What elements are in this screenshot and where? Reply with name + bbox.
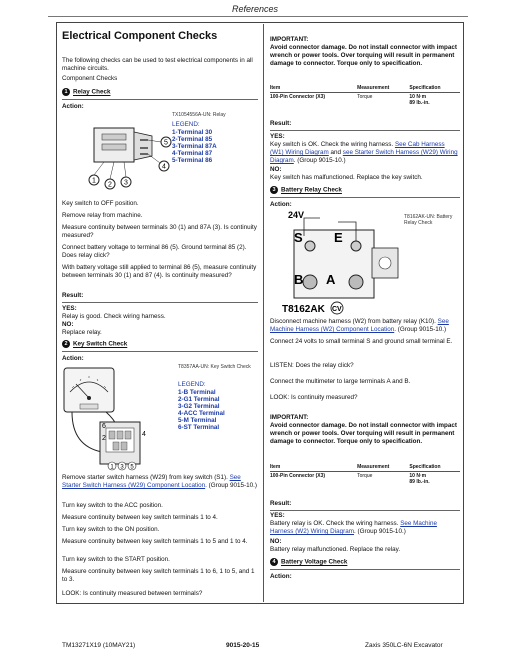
relay-check-heading[interactable]: 1 Relay Check <box>62 88 110 97</box>
legend-item: 1-B Terminal <box>178 389 216 396</box>
svg-text:4: 4 <box>142 431 146 438</box>
page-title: Electrical Component Checks <box>62 30 218 42</box>
relay-figure-id: TX1054556A-UN: Relay <box>172 112 226 118</box>
divider <box>62 351 258 352</box>
key-step: Turn key switch to the START position. <box>62 556 170 563</box>
table-header: Specification <box>409 85 460 93</box>
table-cell: 10 N·m 89 lb.-in. <box>409 94 430 106</box>
battery-relay-check-heading[interactable]: 3 Battery Relay Check <box>270 186 342 195</box>
component-checks-subtitle: Component Checks <box>62 75 118 82</box>
key-step: Measure continuity between key switch terminals 1 to 6, 1 to 5, and 1 to 3. <box>62 568 255 583</box>
step-number-badge: 1 <box>62 88 70 96</box>
yes-label: YES: <box>270 133 285 140</box>
key-step: Measure continuity between key switch terminals 1 to 4. <box>62 514 218 521</box>
no-text: Replace relay. <box>62 329 102 336</box>
legend-item: 6-ST Terminal <box>178 424 220 431</box>
key-switch-legend-title: LEGEND: <box>178 381 206 388</box>
svg-text:1: 1 <box>92 177 96 185</box>
relay-step: With battery voltage still applied to terminal 86 (5), measure continuity between terminals 30 (1) and 87 (4). Is continuity measured? <box>62 264 257 279</box>
svg-text:3: 3 <box>120 464 124 471</box>
svg-text:2: 2 <box>102 435 106 442</box>
divider <box>270 510 460 511</box>
look-text: LOOK: Is continuity measured between terminals? <box>62 590 203 597</box>
step-number-badge: 3 <box>270 186 278 194</box>
yes-label: YES: <box>62 305 77 312</box>
no-label: NO: <box>270 538 282 545</box>
remove-harness-text: Remove starter switch harness (W29) from key switch (S1). See Starter Switch Harness (W29) Component Location. (Group 9015-10.) <box>62 474 257 489</box>
step-number-badge: 4 <box>270 558 278 566</box>
column-divider <box>263 24 264 602</box>
key-step: Measure continuity between key switch terminals 1 to 5 and 1 to 4. <box>62 538 248 545</box>
relay-legend <box>172 129 217 164</box>
table-cell: Torque <box>357 473 373 479</box>
result-label: Result: <box>62 292 84 299</box>
legend-item: 3-Terminal 87A <box>172 143 217 150</box>
table-row <box>270 472 460 486</box>
no-label: NO: <box>62 321 74 328</box>
important-label: IMPORTANT: <box>270 414 309 421</box>
key-switch-check-heading[interactable]: 2 Key Switch Check <box>62 340 127 349</box>
look-text: LOOK: Is continuity measured? <box>270 394 358 401</box>
yes-label: YES: <box>270 512 285 519</box>
no-label: NO: <box>270 166 282 173</box>
legend-item: 5-M Terminal <box>178 417 217 424</box>
terminal-s-label: S <box>294 230 303 245</box>
svg-text:2: 2 <box>108 181 112 189</box>
terminal-b-label: B <box>294 272 304 287</box>
table-row <box>270 93 460 107</box>
svg-text:5: 5 <box>130 464 134 471</box>
table-header: Item <box>270 464 357 472</box>
yes-text: Relay is good. Check wiring harness. <box>62 313 166 320</box>
yes-text: Battery relay is OK. Check the wiring harness. See Machine Harness (W2) Wiring Diagram. (Group 9015-10.) <box>270 520 437 535</box>
relay-step: Connect battery voltage to terminal 86 (5). Ground terminal 85 (2). Does relay click? <box>62 244 247 259</box>
divider <box>270 130 460 131</box>
disconnect-harness-text: Disconnect machine harness (W2) from battery relay (K10). See Machine Harness (W2) Component Location. (Group 9015-10.) <box>270 318 449 333</box>
legend-item: 2-G1 Terminal <box>178 396 220 403</box>
table-header: Item <box>270 85 357 93</box>
listen-text: LISTEN: Does the relay click? <box>270 362 354 369</box>
starter-harness-wiring-link[interactable]: see Starter Switch Harness (W29) Wiring Diagram <box>270 149 458 164</box>
no-text: Key switch has malfunctioned. Replace the key switch. <box>270 174 423 181</box>
table-cell: 100-Pin Connector (X3) <box>270 94 326 100</box>
table-cell: 100-Pin Connector (X3) <box>270 473 326 479</box>
svg-text:4: 4 <box>162 163 166 171</box>
page-header: References <box>231 4 279 14</box>
relay-step: Measure continuity between terminals 30 (1) and 87A (3). Is continuity measured? <box>62 224 257 239</box>
terminal-e-label: E <box>334 230 343 245</box>
legend-item: 2-Terminal 85 <box>172 136 213 143</box>
voltage-label: 24V <box>288 210 305 220</box>
header-rule <box>48 16 468 17</box>
important-text: Avoid connector damage. Do not install connector with impact wrench or power tools. Over torquing will result in permanent damage to connector. Torque only to specification. <box>270 422 457 445</box>
key-step: Turn key switch to the ACC position. <box>62 502 163 509</box>
table-cell: Torque <box>357 94 373 100</box>
footer-doc-id: TM13271X19 (10MAY21) <box>62 642 136 649</box>
relay-legend-title: LEGEND: <box>172 121 200 128</box>
svg-text:6: 6 <box>102 423 106 430</box>
legend-item: 3-G2 Terminal <box>178 403 220 410</box>
intro-text: The following checks can be used to test electrical components in all machine circuits. <box>62 57 253 72</box>
divider <box>270 197 460 198</box>
divider <box>62 302 258 303</box>
action-label: Action: <box>62 355 84 362</box>
connect-multimeter-text: Connect the multimeter to large terminals A and B. <box>270 378 411 385</box>
divider <box>270 569 460 570</box>
action-label: Action: <box>270 201 292 208</box>
relay-step: Remove relay from machine. <box>62 212 143 219</box>
no-text: Battery relay malfunctioned. Replace the relay. <box>270 546 401 553</box>
connect-voltage-text: Connect 24 volts to small terminal S and ground small terminal E. <box>270 338 453 345</box>
key-switch-legend <box>178 389 225 431</box>
important-text: Avoid connector damage. Do not install connector with impact wrench or power tools. Over torquing will result in permanent damage to connector. Torque only to specification. <box>270 44 457 67</box>
torque-spec-table <box>270 464 460 485</box>
starter-harness-location-link[interactable]: See Starter Switch Harness (W29) Component Location <box>62 474 241 489</box>
machine-harness-wiring-link[interactable]: See Machine Harness (W2) Wiring Diagram <box>270 520 437 535</box>
battery-voltage-check-heading[interactable]: 4 Battery Voltage Check <box>270 558 347 567</box>
svg-text:5: 5 <box>164 139 168 147</box>
battery-relay-illustration <box>276 208 416 316</box>
key-step: Turn key switch to the ON position. <box>62 526 160 533</box>
table-header: Measurement <box>357 85 409 93</box>
step-number-badge: 2 <box>62 340 70 348</box>
legend-item: 4-Terminal 87 <box>172 150 213 157</box>
footer-model: Zaxis 350LC-6N Excavator <box>365 642 443 649</box>
svg-text:1: 1 <box>110 464 114 471</box>
action-label: Action: <box>270 573 292 580</box>
yes-text: Key switch is OK. Check the wiring harness. See Cab Harness (W1) Wiring Diagram and see Starter Switch Harness (W29) Wiring Diagram. (Group 9015-10.) <box>270 141 458 164</box>
machine-harness-location-link[interactable]: See Machine Harness (W2) Component Location <box>270 318 449 333</box>
divider <box>62 99 258 100</box>
action-label: Action: <box>62 103 84 110</box>
key-switch-figure-id: T8357AA-UN: Key Switch Check <box>178 364 251 370</box>
result-label: Result: <box>270 500 292 507</box>
key-switch-illustration <box>62 366 174 472</box>
relay-step: Key switch to OFF position. <box>62 200 139 207</box>
legend-item: 1-Terminal 30 <box>172 129 213 136</box>
table-header: Specification <box>409 464 460 472</box>
table-header: Measurement <box>357 464 409 472</box>
legend-item: 4-ACC Terminal <box>178 410 225 417</box>
cab-harness-wiring-link[interactable]: See Cab Harness (W1) Wiring Diagram <box>270 141 445 156</box>
table-cell: 10 N·m 89 lb.-in. <box>409 473 430 485</box>
svg-text:CV: CV <box>332 306 342 313</box>
important-label: IMPORTANT: <box>270 36 309 43</box>
terminal-a-label: A <box>326 272 336 287</box>
part-number-label: T8162AK <box>282 304 325 315</box>
relay-illustration <box>80 118 180 198</box>
torque-spec-table <box>270 85 460 106</box>
footer-page-number: 9015-20-15 <box>226 642 260 649</box>
battery-relay-figure-id: T8162AK-UN: Battery Relay Check <box>404 214 453 226</box>
result-label: Result: <box>270 120 292 127</box>
legend-item: 5-Terminal 86 <box>172 157 213 164</box>
svg-text:3: 3 <box>124 179 128 187</box>
